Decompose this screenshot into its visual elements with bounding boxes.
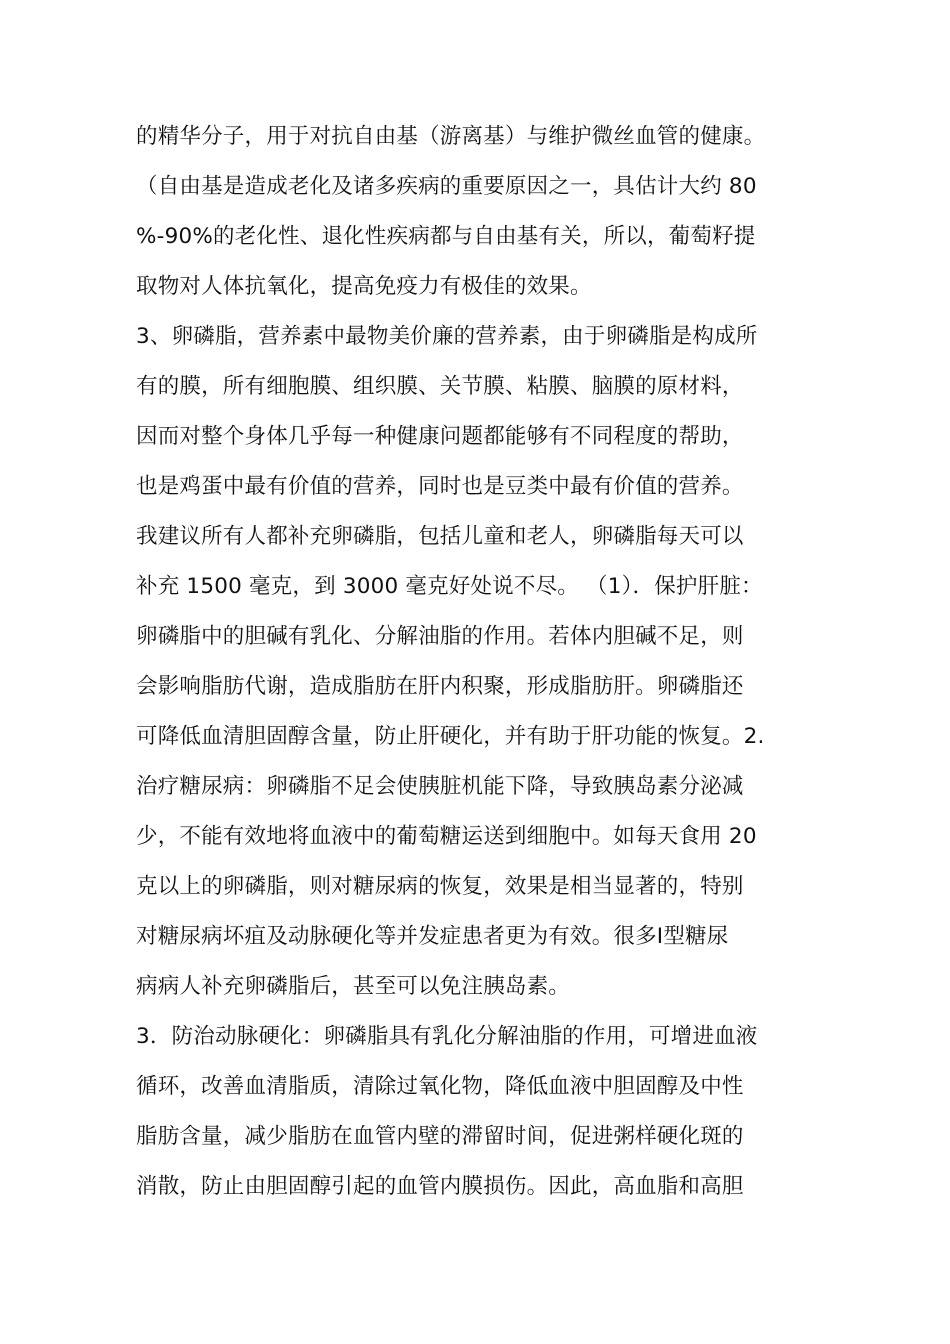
text-line: 的精华分子，用于对抗自由基（游离基）与维护微丝血管的健康。	[136, 124, 766, 149]
text-line: 有的膜，所有细胞膜、组织膜、关节膜、粘膜、脑膜的原材料，	[136, 374, 744, 399]
text-line: 消散，防止由胆固醇引起的血管内膜损伤。因此，高血脂和高胆	[136, 1174, 744, 1199]
text-line: %-90%的老化性、退化性疾病都与自由基有关，所以，葡萄籽提	[136, 224, 756, 249]
text-line: 3、卵磷脂，营养素中最物美价廉的营养素，由于卵磷脂是构成所	[136, 324, 758, 349]
text-line: 病病人补充卵磷脂后，甚至可以免注胰岛素。	[136, 974, 571, 999]
text-line: 卵磷脂中的胆碱有乳化、分解油脂的作用。若体内胆碱不足，则	[136, 624, 744, 649]
text-line: 对糖尿病坏疽及动脉硬化等并发症患者更为有效。很多Ⅰ型糖尿	[136, 924, 729, 949]
text-line: 治疗糖尿病：卵磷脂不足会使胰脏机能下降，导致胰岛素分泌减	[136, 774, 744, 799]
text-line: 取物对人体抗氧化，提高免疫力有极佳的效果。	[136, 274, 592, 299]
body-text	[136, 112, 836, 1212]
text-line: 因而对整个身体几乎每一种健康问题都能够有不同程度的帮助，	[136, 424, 744, 449]
text-line: 循环，改善血清脂质，清除过氧化物，降低血液中胆固醇及中性	[136, 1074, 744, 1099]
text-line: 少，不能有效地将血液中的葡萄糖运送到细胞中。如每天食用 20	[136, 824, 757, 849]
text-line: （自由基是造成老化及诸多疾病的重要原因之一，具估计大约 80	[136, 174, 757, 199]
text-line: 脂肪含量，减少脂肪在血管内壁的滞留时间，促进粥样硬化斑的	[136, 1124, 744, 1149]
text-line: 可降低血清胆固醇含量，防止肝硬化，并有助于肝功能的恢复。2.	[136, 724, 765, 749]
text-line: 也是鸡蛋中最有价值的营养，同时也是豆类中最有价值的营养。	[136, 474, 744, 499]
text-line: 我建议所有人都补充卵磷脂，包括儿童和老人，卵磷脂每天可以	[136, 524, 744, 549]
text-line: 3．防治动脉硬化：卵磷脂具有乳化分解油脂的作用，可增进血液	[136, 1024, 758, 1049]
text-line: 会影响脂肪代谢，造成脂肪在肝内积聚，形成脂肪肝。卵磷脂还	[136, 674, 744, 699]
text-line: 补充 1500 毫克，到 3000 毫克好处说不尽。 （1）．保护肝脏：	[136, 574, 763, 599]
text-line: 克以上的卵磷脂，则对糖尿病的恢复，效果是相当显著的，特别	[136, 874, 744, 899]
